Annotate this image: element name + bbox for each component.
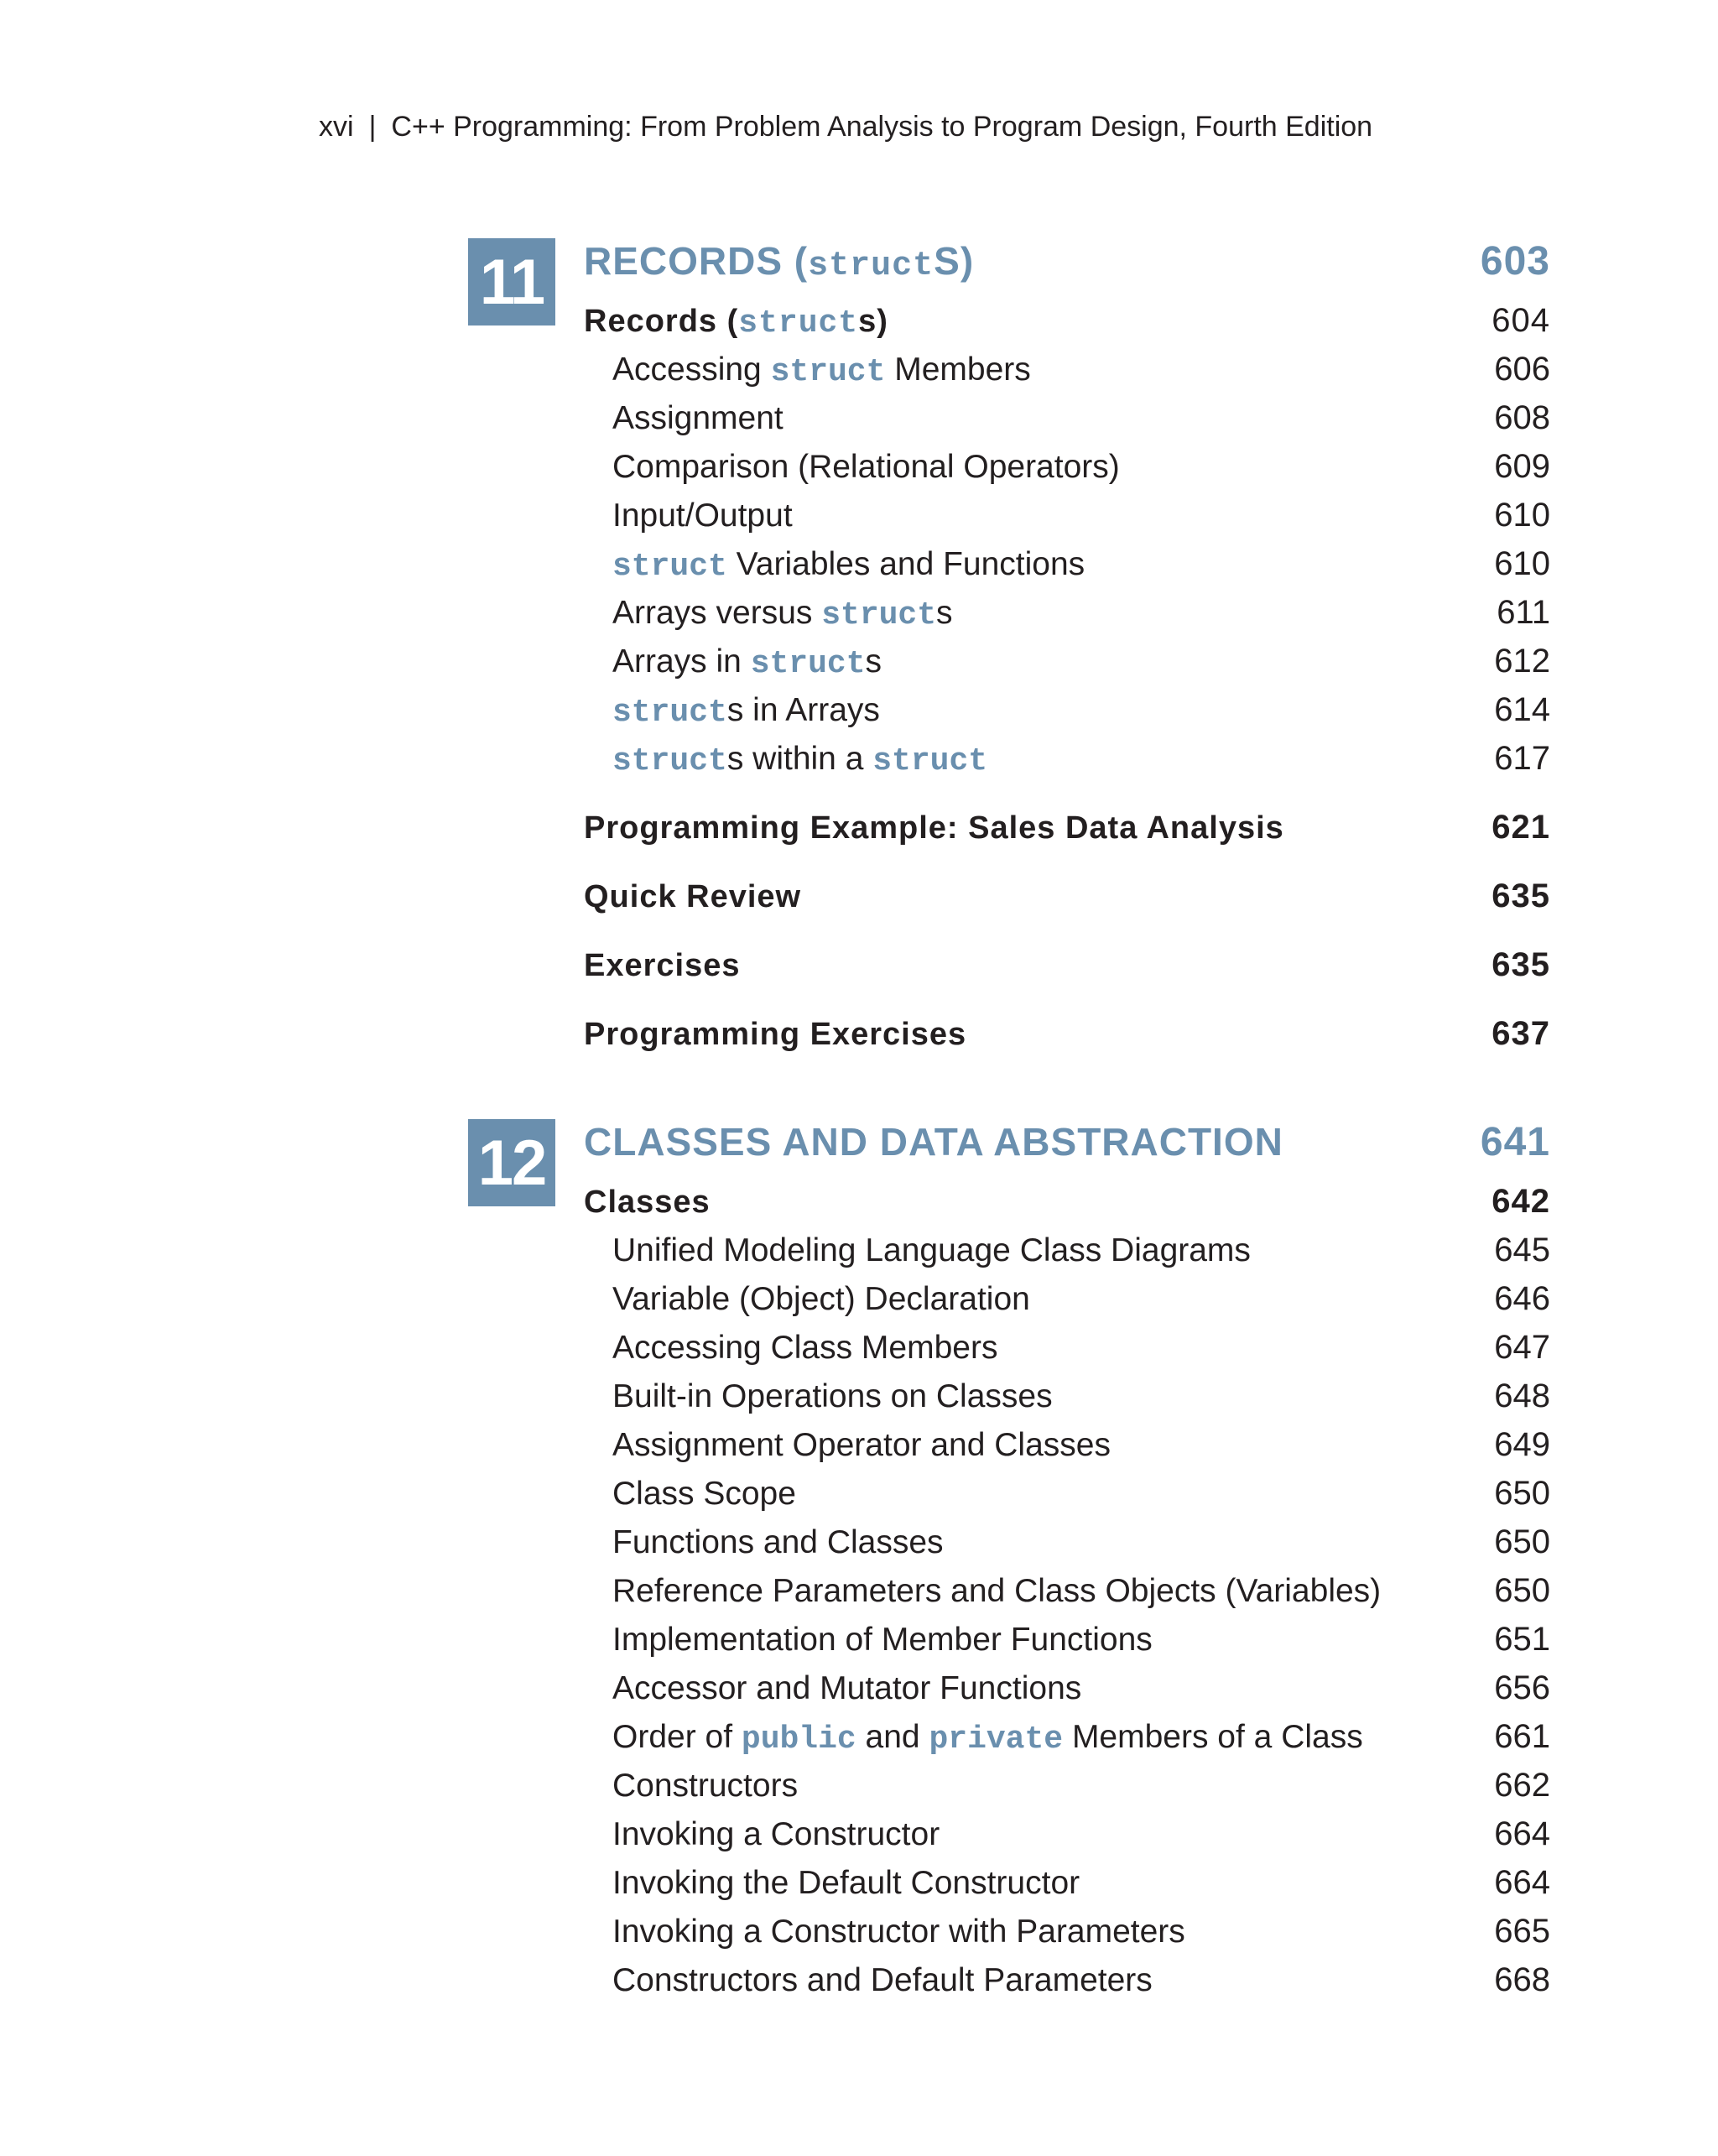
toc-subsection[interactable] [584,1669,1550,1707]
toc-page: 656 [1494,1669,1550,1706]
chapter-number-badge: 11 [468,238,555,325]
chapter-title: RECORDS (structS) [584,239,975,285]
toc-page: 662 [1494,1767,1550,1804]
page-number: xvi [319,111,354,143]
toc-page: 664 [1494,1864,1550,1901]
toc-page: 650 [1494,1572,1550,1609]
toc-label: struct Variables and Functions [612,546,1085,585]
toc-subsection[interactable] [584,740,1550,779]
toc-section[interactable] [584,1015,1550,1053]
toc-subsection[interactable] [584,1961,1550,1999]
toc-label: Programming Exercises [584,1017,967,1052]
toc-subsection[interactable] [584,1377,1550,1415]
toc-subsection[interactable] [584,1718,1550,1758]
chapter-title: CLASSES AND DATA ABSTRACTION [584,1120,1283,1164]
toc-label: structs in Arrays [612,692,880,731]
chapter-page: 603 [1480,239,1550,284]
toc-page: 664 [1494,1815,1550,1852]
toc-label: structs within a struct [612,741,988,779]
toc-page: 661 [1494,1718,1550,1755]
toc-page: 611 [1497,594,1550,631]
toc-subsection[interactable] [584,1523,1550,1561]
toc-page: 609 [1494,448,1550,485]
toc-label: Variable (Object) Declaration [612,1281,1030,1317]
toc-label: Accessing struct Members [612,352,1031,390]
toc-page: 614 [1494,691,1550,728]
toc-page: 610 [1494,545,1550,582]
toc-page: 610 [1494,497,1550,534]
toc-page: 621 [1492,809,1550,846]
toc-label: Invoking the Default Constructor [612,1865,1080,1901]
toc-page: 617 [1494,740,1550,777]
toc-label: Unified Modeling Language Class Diagrams [612,1232,1251,1268]
toc-subsection[interactable] [584,691,1550,731]
toc-subsection[interactable] [584,1572,1550,1610]
toc-label: Reference Parameters and Class Objects (Variables) [612,1573,1382,1609]
toc-label: Accessing Class Members [612,1330,998,1366]
toc-subsection[interactable] [584,497,1550,534]
toc-label: Arrays versus structs [612,595,953,633]
toc-section[interactable] [584,302,1550,341]
toc-section[interactable] [584,878,1550,915]
toc-label: Arrays in structs [612,643,882,682]
chapter-number-badge: 12 [468,1119,555,1206]
toc-subsection[interactable] [584,1815,1550,1853]
toc-page: 637 [1492,1015,1550,1052]
toc-page: 608 [1494,399,1550,436]
toc-subsection[interactable] [584,1621,1550,1659]
toc-label: Quick Review [584,879,802,914]
toc-subsection[interactable] [584,1475,1550,1513]
toc-label: Assignment Operator and Classes [612,1427,1111,1463]
toc-label: Exercises [584,948,741,983]
running-header [319,111,1372,143]
toc-page: 635 [1492,946,1550,983]
toc-label: Built-in Operations on Classes [612,1378,1053,1414]
toc-page: 604 [1492,302,1550,339]
toc-subsection[interactable] [584,399,1550,437]
toc-label: Invoking a Constructor with Parameters [612,1914,1185,1950]
toc-subsection[interactable] [584,1426,1550,1464]
toc-subsection[interactable] [584,1280,1550,1318]
toc-label: Functions and Classes [612,1524,944,1560]
toc-label: Class Scope [612,1476,796,1512]
toc-page: 648 [1494,1377,1550,1414]
toc-page: 650 [1494,1523,1550,1560]
toc-page: 642 [1492,1183,1550,1220]
toc-page: 646 [1494,1280,1550,1317]
toc-page: 649 [1494,1426,1550,1463]
header-separator: | [368,111,377,143]
toc-label: Accessor and Mutator Functions [612,1670,1082,1706]
chapter-title-row[interactable] [584,238,1550,285]
toc-label: Constructors and Default Parameters [612,1962,1153,1998]
toc-section[interactable] [584,946,1550,984]
toc-subsection[interactable] [584,448,1550,486]
toc-subsection[interactable] [584,1329,1550,1367]
toc-page: 635 [1492,878,1550,914]
toc-label: Comparison (Relational Operators) [612,449,1120,485]
toc-section[interactable] [584,809,1550,846]
toc-section[interactable] [584,1183,1550,1221]
toc-subsection[interactable] [584,545,1550,585]
toc-subsection[interactable] [584,643,1550,682]
toc-page: 606 [1494,351,1550,388]
toc-label: Assignment [612,400,784,436]
chapter-title-row[interactable] [584,1119,1550,1164]
toc-page: 665 [1494,1913,1550,1950]
toc-page: 650 [1494,1475,1550,1512]
chapter-page: 641 [1480,1120,1550,1164]
toc-subsection[interactable] [584,1864,1550,1902]
toc-label: Constructors [612,1768,799,1804]
toc-subsection[interactable] [584,594,1550,633]
toc-subsection[interactable] [584,1232,1550,1269]
toc-page: 612 [1494,643,1550,680]
toc-label: Order of public and private Members of a Class [612,1719,1363,1758]
toc-page: 651 [1494,1621,1550,1658]
toc-subsection[interactable] [584,351,1550,390]
toc-label: Programming Example: Sales Data Analysis [584,810,1284,846]
toc-page: 647 [1494,1329,1550,1366]
toc-label: Implementation of Member Functions [612,1622,1153,1658]
toc-subsection[interactable] [584,1913,1550,1950]
toc-subsection[interactable] [584,1767,1550,1804]
toc-page: 645 [1494,1232,1550,1268]
book-title: C++ Programming: From Problem Analysis to Program Design, Fourth Edition [391,111,1373,143]
toc-label: Classes [584,1185,711,1220]
toc-label: Invoking a Constructor [612,1816,940,1852]
toc-page: 668 [1494,1961,1550,1998]
toc-label: Records (structs) [584,304,888,341]
toc-label: Input/Output [612,497,793,534]
